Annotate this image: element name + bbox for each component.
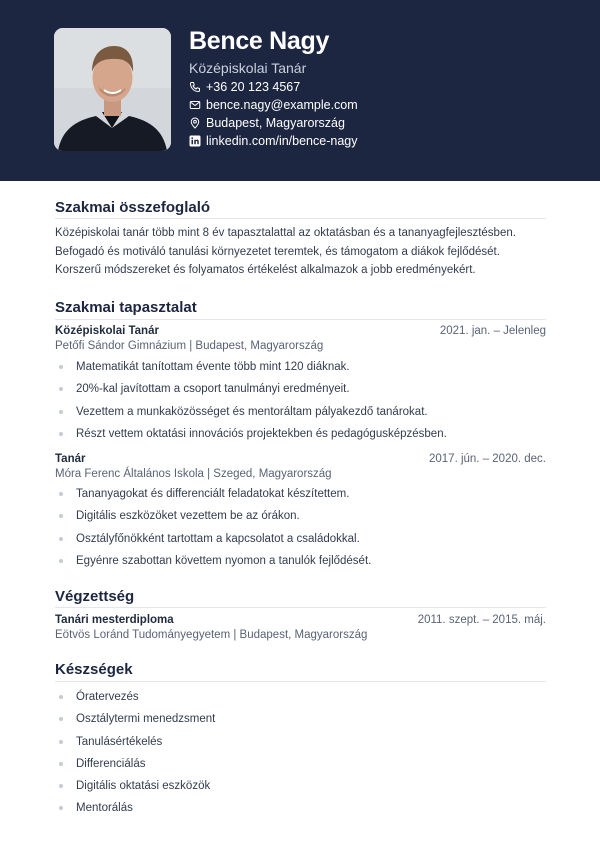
bullet-text: Osztályfőnökként tartottam a kapcsolatot a családokkal. (76, 532, 360, 545)
bullet-dot (59, 717, 63, 721)
candidate-title: Középiskolai Tanár (189, 60, 307, 76)
bullet-text: Digitális eszközöket vezettem be az órákon. (76, 510, 300, 523)
skills-heading: Készségek (55, 661, 133, 678)
list-item (55, 486, 550, 508)
education-date: 2011. szept. – 2015. máj. (417, 614, 546, 626)
profile-photo (54, 28, 171, 151)
list-item (55, 553, 550, 575)
bullet-text: 20%-kal javítottam a csoport tanulmányi eredményeit. (76, 383, 350, 396)
bullet-dot (59, 740, 63, 744)
bullet-dot (59, 432, 63, 436)
skills-divider (55, 681, 546, 682)
list-item (55, 508, 550, 530)
list-item (55, 531, 550, 553)
job-bullet-list (55, 486, 550, 575)
contact-location (189, 115, 345, 131)
summary-line: Korszerű módszereket és folyamatos értékelést alkalmazok a jobb eredményekért. (55, 264, 476, 276)
job-organization: Móra Ferenc Általános Iskola | Szeged, Magyarország (55, 468, 332, 480)
location-pin-icon (189, 117, 201, 129)
resume-header (0, 0, 600, 181)
bullet-text: Matematikát tanítottam évente több mint 120 diáknak. (76, 361, 350, 373)
contact-email[interactable] (189, 97, 358, 113)
bullet-text: Részt vettem oktatási innovációs projektekben és pedagógusképzésben. (76, 427, 447, 440)
bullet-dot (59, 784, 63, 788)
skill-text: Óratervezés (76, 691, 139, 703)
list-item (55, 778, 550, 800)
bullet-text: Tananyagokat és differenciált feladatokat készítettem. (76, 488, 350, 500)
job-title: Középiskolai Tanár (55, 325, 159, 337)
experience-divider (55, 319, 546, 320)
job-title: Tanár (55, 453, 86, 465)
bullet-text: Egyénre szabottan követtem nyomon a tanulók fejlődését. (76, 554, 372, 567)
list-item (55, 756, 550, 778)
candidate-name: Bence Nagy (189, 27, 330, 55)
bullet-text: Vezettem a munkaközösséget és mentoráltam pályakezdő tanárokat. (76, 405, 428, 418)
contact-linkedin[interactable] (189, 133, 357, 149)
list-item (55, 689, 550, 711)
education-divider (55, 607, 546, 608)
list-item (55, 800, 550, 822)
bullet-dot (59, 514, 63, 518)
list-item (55, 381, 550, 403)
bullet-dot (59, 695, 63, 699)
bullet-dot (59, 762, 63, 766)
phone-icon (189, 81, 201, 93)
location-text: Budapest, Magyarország (206, 116, 345, 130)
bullet-dot (59, 410, 63, 414)
list-item (55, 734, 550, 756)
bullet-dot (59, 559, 63, 563)
linkedin-text: linkedin.com/in/bence-nagy (206, 134, 358, 148)
summary-text (55, 224, 550, 280)
bullet-dot (59, 365, 63, 369)
job-date: 2017. jún. – 2020. dec. (428, 453, 546, 465)
bullet-dot (59, 492, 63, 496)
mail-icon (189, 99, 201, 111)
skill-text: Mentorálás (76, 802, 133, 815)
skill-text: Osztálytermi menedzsment (76, 713, 216, 726)
linkedin-icon (189, 135, 201, 147)
skill-text: Tanulásértékelés (76, 735, 163, 748)
skills-list (55, 689, 550, 823)
bullet-dot (59, 387, 63, 391)
summary-line: Befogadó és motiváló tanulási környezetet teremtek, és támogatom a diákok fejlődését. (55, 245, 500, 258)
job-organization: Petőfi Sándor Gimnázium | Budapest, Magyarország (55, 340, 324, 352)
list-item (55, 404, 550, 426)
summary-divider (55, 218, 546, 219)
contact-phone[interactable] (189, 79, 300, 95)
summary-heading: Szakmai összefoglaló (55, 199, 211, 216)
bullet-dot (59, 537, 63, 541)
phone-text: +36 20 123 4567 (206, 80, 301, 94)
skill-text: Differenciálás (76, 757, 146, 770)
experience-heading: Szakmai tapasztalat (55, 299, 197, 316)
job-bullet-list (55, 359, 550, 448)
email-text: bence.nagy@example.com (206, 98, 358, 112)
education-institution: Eötvös Loránd Tudományegyetem | Budapest, Magyarország (55, 629, 368, 641)
list-item (55, 711, 550, 733)
list-item (55, 359, 550, 381)
degree-title: Tanári mesterdiploma (55, 614, 174, 626)
skill-text: Digitális oktatási eszközök (76, 780, 211, 793)
bullet-dot (59, 806, 63, 810)
summary-line: Középiskolai tanár több mint 8 év tapasztalattal az oktatásban és a tananyagfejlesztésben. (55, 227, 516, 239)
job-date: 2021. jan. – Jelenleg (439, 325, 546, 337)
list-item (55, 426, 550, 448)
education-heading: Végzettség (55, 588, 135, 605)
